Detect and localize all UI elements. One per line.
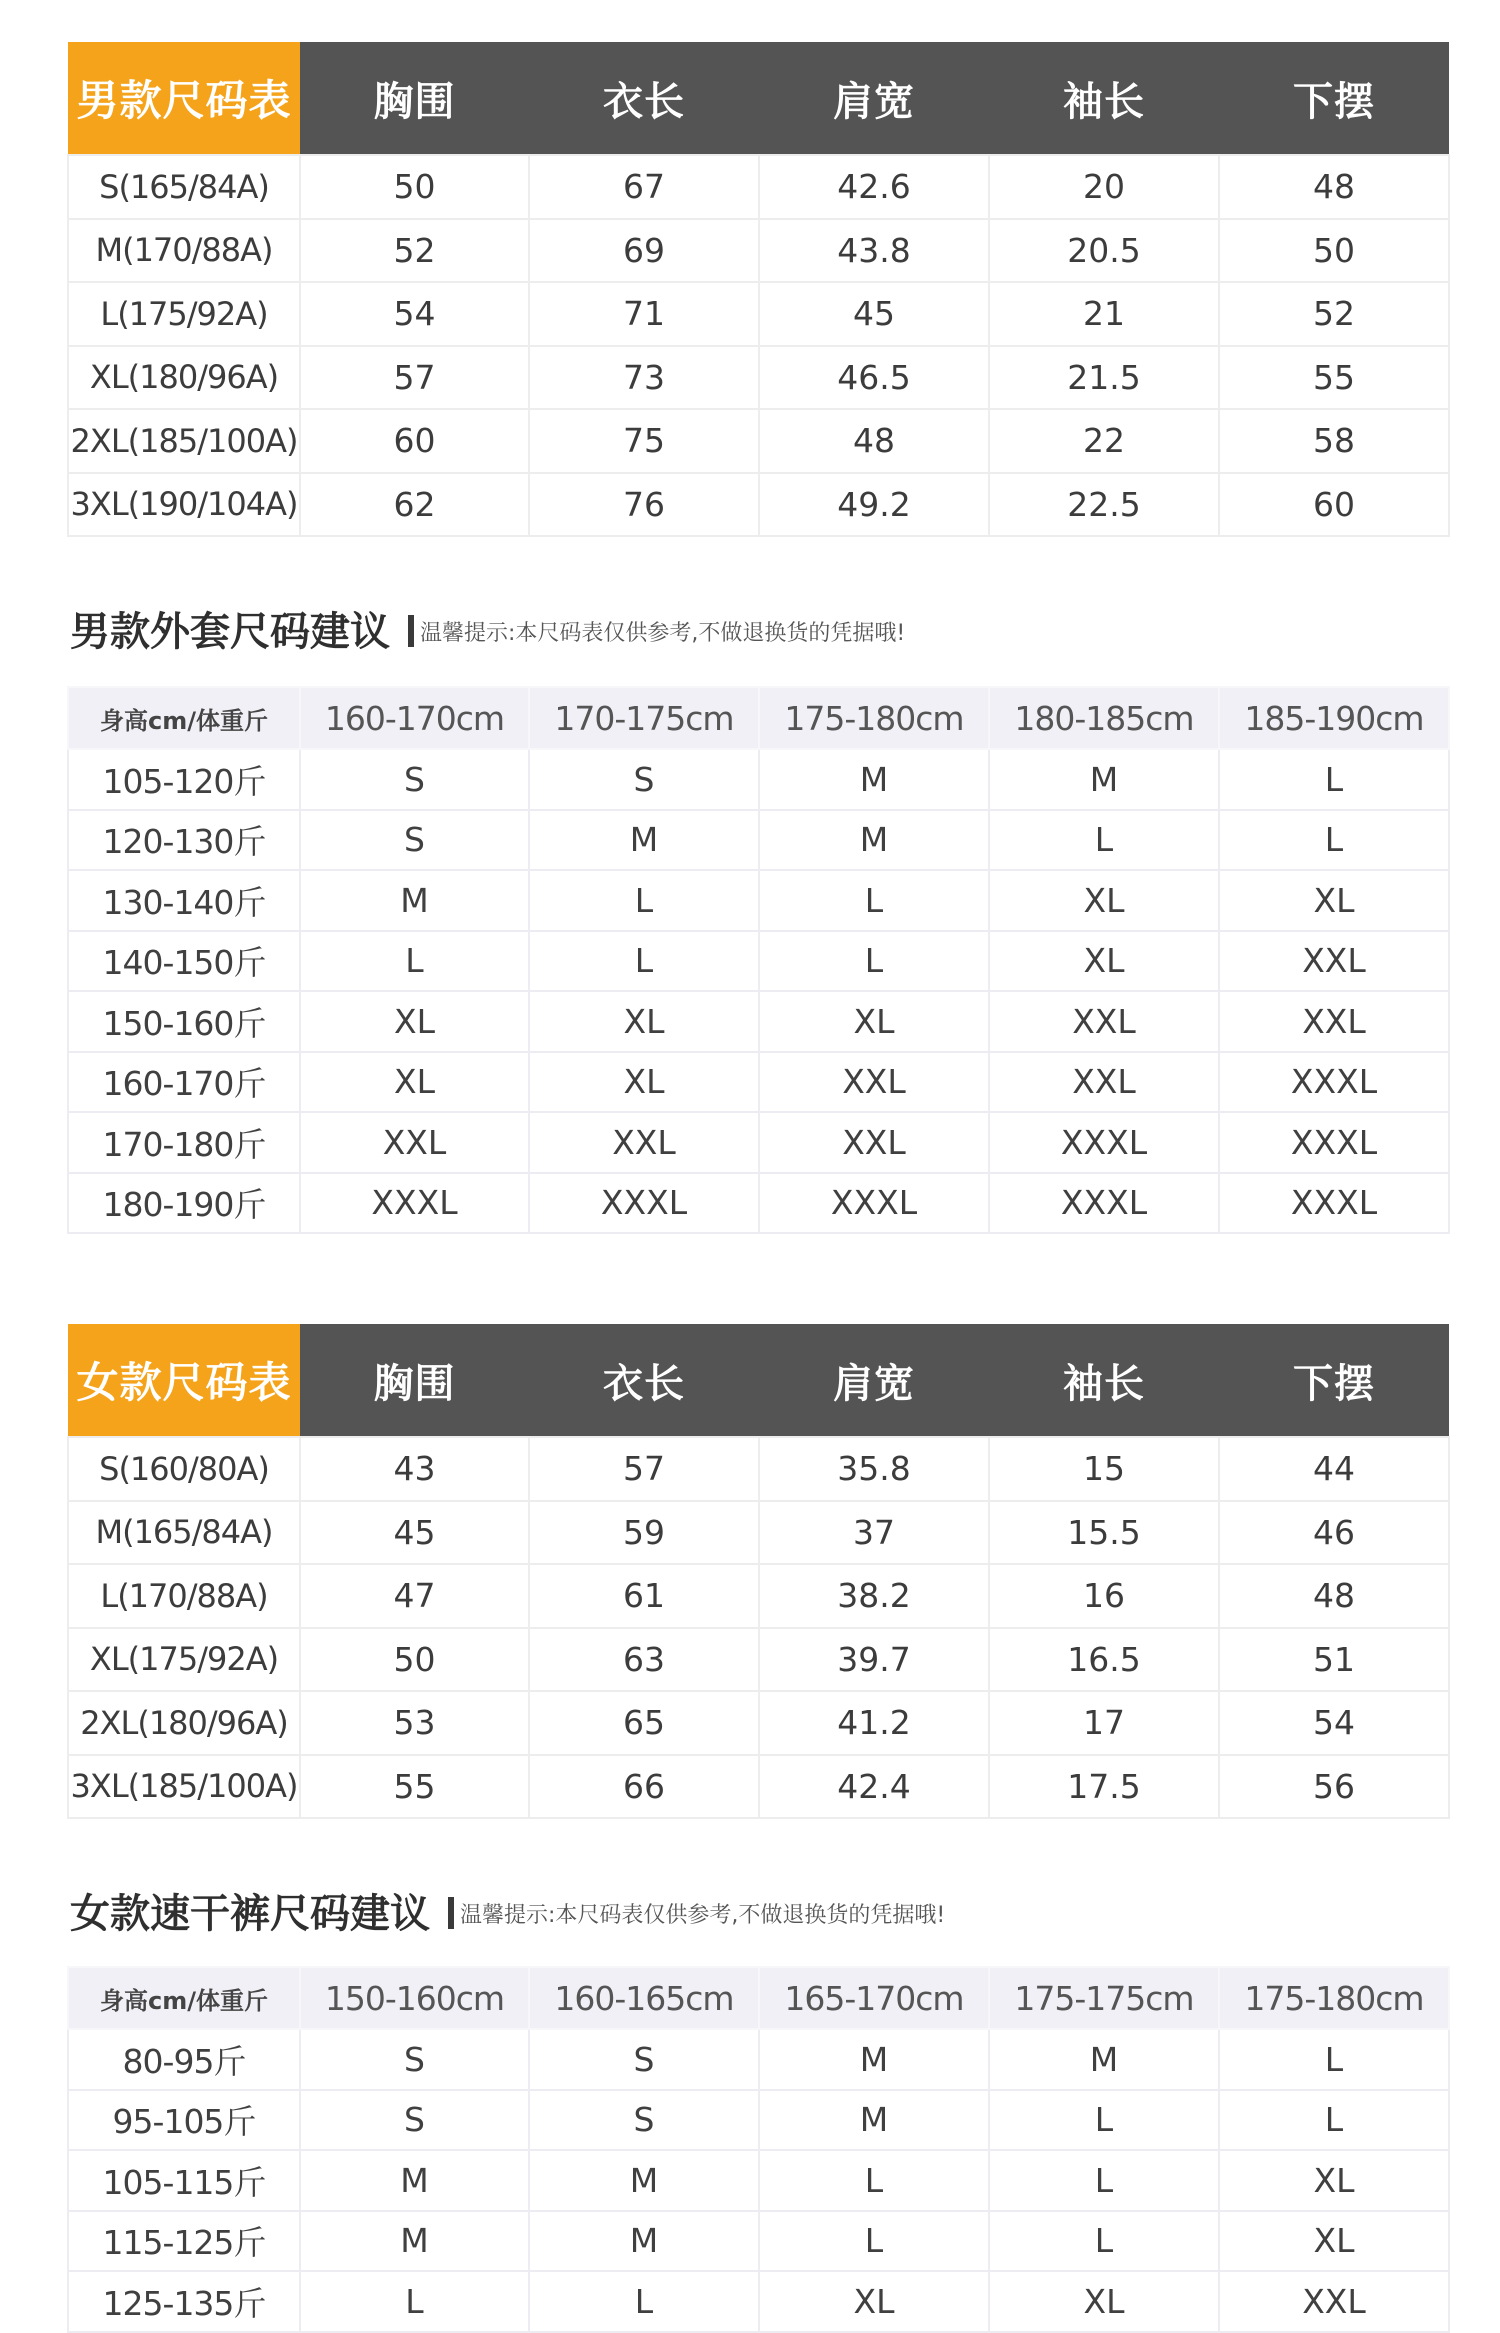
measurement-cell: 22 — [989, 409, 1219, 473]
table-row — [68, 749, 1449, 810]
weight-range-cell: 170-180斤 — [68, 1112, 300, 1173]
measurement-cell: 16 — [989, 1564, 1219, 1628]
recommended-size-cell: M — [759, 2090, 989, 2151]
table-row — [68, 1755, 1449, 1819]
weight-range-cell: 125-135斤 — [68, 2271, 300, 2332]
recommended-size-cell: XL — [529, 1052, 759, 1113]
measurement-cell: 55 — [1219, 346, 1449, 410]
recommended-size-cell: XL — [759, 991, 989, 1052]
measurement-cell: 57 — [529, 1437, 759, 1501]
recommended-size-cell: S — [300, 2029, 529, 2090]
recommended-size-cell: M — [529, 2211, 759, 2272]
measurement-cell: 67 — [529, 155, 759, 219]
measurement-cell: 46.5 — [759, 346, 989, 410]
measurement-cell: 50 — [300, 155, 529, 219]
recommended-size-cell: XXL — [1219, 2271, 1449, 2332]
height-range-header: 165-170cm — [759, 1967, 989, 2029]
size-label-cell: 3XL(190/104A) — [68, 473, 300, 537]
recommended-size-cell: M — [759, 749, 989, 810]
measurement-cell: 60 — [1219, 473, 1449, 537]
measurement-cell: 15.5 — [989, 1501, 1219, 1565]
recommended-size-cell: M — [989, 2029, 1219, 2090]
height-range-header: 160-165cm — [529, 1967, 759, 2029]
column-header-shoulder: 肩宽 — [759, 1324, 989, 1437]
women-size-chart-title: 女款尺码表 — [68, 1324, 300, 1437]
men-jacket-section-heading — [70, 600, 905, 657]
measurement-cell: 47 — [300, 1564, 529, 1628]
table-row — [68, 473, 1449, 537]
table-row — [68, 870, 1449, 931]
recommended-size-cell: S — [529, 2029, 759, 2090]
measurement-cell: 56 — [1219, 1755, 1449, 1819]
measurement-cell: 76 — [529, 473, 759, 537]
recommended-size-cell: M — [300, 2150, 529, 2211]
table-row — [68, 931, 1449, 992]
table-row — [68, 282, 1449, 346]
measurement-cell: 53 — [300, 1691, 529, 1755]
table-row — [68, 1437, 1449, 1501]
measurement-cell: 61 — [529, 1564, 759, 1628]
men-size-chart-title: 男款尺码表 — [68, 42, 300, 155]
table-row — [68, 2029, 1449, 2090]
recommended-size-cell: M — [989, 749, 1219, 810]
table-row — [68, 991, 1449, 1052]
measurement-cell: 50 — [300, 1628, 529, 1692]
measurement-cell: 20.5 — [989, 219, 1219, 283]
women-pants-tip: 温馨提示:本尺码表仅供参考,不做退换货的凭据哦! — [460, 1902, 946, 1928]
column-header-chest: 胸围 — [300, 1324, 529, 1437]
measurement-cell: 60 — [300, 409, 529, 473]
height-range-header: 175-180cm — [759, 687, 989, 749]
measurement-cell: 54 — [300, 282, 529, 346]
column-header-hem: 下摆 — [1219, 42, 1449, 155]
recommended-size-cell: L — [759, 2211, 989, 2272]
recommended-size-cell: XXXL — [529, 1173, 759, 1234]
recommended-size-cell: XL — [300, 991, 529, 1052]
recommended-size-cell: XL — [1219, 870, 1449, 931]
recommended-size-cell: XXL — [989, 1052, 1219, 1113]
women-size-header-row — [68, 1324, 1449, 1437]
recommended-size-cell: L — [989, 810, 1219, 871]
size-label-cell: XL(175/92A) — [68, 1628, 300, 1692]
recommended-size-cell: XXXL — [300, 1173, 529, 1234]
height-range-header: 170-175cm — [529, 687, 759, 749]
size-label-cell: XL(180/96A) — [68, 346, 300, 410]
table-row — [68, 219, 1449, 283]
measurement-cell: 17.5 — [989, 1755, 1219, 1819]
recommended-size-cell: S — [529, 2090, 759, 2151]
recommended-size-cell: XXL — [1219, 991, 1449, 1052]
height-range-header: 150-160cm — [300, 1967, 529, 2029]
measurement-cell: 20 — [989, 155, 1219, 219]
table-row — [68, 1564, 1449, 1628]
weight-range-cell: 115-125斤 — [68, 2211, 300, 2272]
measurement-cell: 35.8 — [759, 1437, 989, 1501]
recommended-size-cell: L — [759, 931, 989, 992]
women-pants-section-heading — [70, 1882, 945, 1939]
measurement-cell: 37 — [759, 1501, 989, 1565]
recommended-size-cell: M — [529, 2150, 759, 2211]
height-range-header: 175-175cm — [989, 1967, 1219, 2029]
measurement-cell: 42.6 — [759, 155, 989, 219]
recommended-size-cell: S — [529, 749, 759, 810]
measurement-cell: 17 — [989, 1691, 1219, 1755]
rec-corner-label: 身高cm/体重斤 — [68, 1967, 300, 2029]
recommended-size-cell: L — [300, 2271, 529, 2332]
measurement-cell: 48 — [1219, 155, 1449, 219]
recommended-size-cell: XXL — [300, 1112, 529, 1173]
measurement-cell: 21 — [989, 282, 1219, 346]
recommended-size-cell: S — [300, 810, 529, 871]
measurement-cell: 42.4 — [759, 1755, 989, 1819]
recommended-size-cell: M — [300, 2211, 529, 2272]
column-header-chest: 胸围 — [300, 42, 529, 155]
measurement-cell: 41.2 — [759, 1691, 989, 1755]
recommended-size-cell: XL — [300, 1052, 529, 1113]
height-range-header: 160-170cm — [300, 687, 529, 749]
measurement-cell: 46 — [1219, 1501, 1449, 1565]
table-row — [68, 2211, 1449, 2272]
height-range-header: 180-185cm — [989, 687, 1219, 749]
measurement-cell: 43 — [300, 1437, 529, 1501]
men-jacket-recommendation-table — [67, 686, 1450, 1234]
height-range-header: 185-190cm — [1219, 687, 1449, 749]
weight-range-cell: 160-170斤 — [68, 1052, 300, 1113]
recommended-size-cell: L — [759, 2150, 989, 2211]
table-row — [68, 1052, 1449, 1113]
recommended-size-cell: XL — [989, 931, 1219, 992]
column-header-sleeve: 袖长 — [989, 1324, 1219, 1437]
table-row — [68, 1112, 1449, 1173]
measurement-cell: 73 — [529, 346, 759, 410]
measurement-cell: 16.5 — [989, 1628, 1219, 1692]
table-row — [68, 810, 1449, 871]
measurement-cell: 48 — [1219, 1564, 1449, 1628]
weight-range-cell: 180-190斤 — [68, 1173, 300, 1234]
measurement-cell: 59 — [529, 1501, 759, 1565]
weight-range-cell: 95-105斤 — [68, 2090, 300, 2151]
recommended-size-cell: M — [529, 810, 759, 871]
table-row — [68, 2271, 1449, 2332]
recommended-size-cell: XXL — [529, 1112, 759, 1173]
recommended-size-cell: XL — [989, 2271, 1219, 2332]
women-size-chart-table — [67, 1324, 1450, 1819]
measurement-cell: 58 — [1219, 409, 1449, 473]
measurement-cell: 69 — [529, 219, 759, 283]
size-label-cell: L(170/88A) — [68, 1564, 300, 1628]
recommended-size-cell: XXXL — [759, 1173, 989, 1234]
measurement-cell: 66 — [529, 1755, 759, 1819]
recommended-size-cell: XL — [759, 2271, 989, 2332]
table-row — [68, 155, 1449, 219]
weight-range-cell: 105-120斤 — [68, 749, 300, 810]
table-row — [68, 409, 1449, 473]
measurement-cell: 45 — [759, 282, 989, 346]
recommended-size-cell: XXXL — [989, 1112, 1219, 1173]
recommended-size-cell: XXXL — [1219, 1112, 1449, 1173]
measurement-cell: 65 — [529, 1691, 759, 1755]
weight-range-cell: 150-160斤 — [68, 991, 300, 1052]
weight-range-cell: 130-140斤 — [68, 870, 300, 931]
measurement-cell: 39.7 — [759, 1628, 989, 1692]
heading-divider-bar — [408, 615, 414, 647]
recommended-size-cell: XXL — [759, 1052, 989, 1113]
table-row — [68, 1628, 1449, 1692]
recommended-size-cell: L — [759, 870, 989, 931]
size-label-cell: S(160/80A) — [68, 1437, 300, 1501]
size-label-cell: L(175/92A) — [68, 282, 300, 346]
recommended-size-cell: L — [529, 931, 759, 992]
size-label-cell: 2XL(185/100A) — [68, 409, 300, 473]
recommended-size-cell: L — [989, 2090, 1219, 2151]
measurement-cell: 49.2 — [759, 473, 989, 537]
table-row — [68, 1691, 1449, 1755]
column-header-hem: 下摆 — [1219, 1324, 1449, 1437]
women-pants-recommendation-table — [67, 1966, 1450, 2333]
table-row — [68, 1501, 1449, 1565]
height-range-header: 175-180cm — [1219, 1967, 1449, 2029]
size-label-cell: 3XL(185/100A) — [68, 1755, 300, 1819]
measurement-cell: 55 — [300, 1755, 529, 1819]
recommended-size-cell: S — [300, 2090, 529, 2151]
measurement-cell: 15 — [989, 1437, 1219, 1501]
column-header-sleeve: 袖长 — [989, 42, 1219, 155]
men-jacket-tip: 温馨提示:本尺码表仅供参考,不做退换货的凭据哦! — [420, 620, 906, 646]
table-row — [68, 1173, 1449, 1234]
column-header-length: 衣长 — [529, 1324, 759, 1437]
column-header-length: 衣长 — [529, 42, 759, 155]
measurement-cell: 62 — [300, 473, 529, 537]
recommended-size-cell: XXL — [1219, 931, 1449, 992]
table-row — [68, 346, 1449, 410]
measurement-cell: 52 — [300, 219, 529, 283]
measurement-cell: 44 — [1219, 1437, 1449, 1501]
weight-range-cell: 105-115斤 — [68, 2150, 300, 2211]
recommended-size-cell: M — [759, 2029, 989, 2090]
measurement-cell: 48 — [759, 409, 989, 473]
size-label-cell: M(170/88A) — [68, 219, 300, 283]
recommended-size-cell: L — [989, 2211, 1219, 2272]
column-header-shoulder: 肩宽 — [759, 42, 989, 155]
recommended-size-cell: L — [1219, 810, 1449, 871]
women-pants-heading-text: 女款速干裤尺码建议 — [70, 1891, 430, 1937]
measurement-cell: 75 — [529, 409, 759, 473]
recommended-size-cell: L — [1219, 2090, 1449, 2151]
recommended-size-cell: S — [300, 749, 529, 810]
size-label-cell: M(165/84A) — [68, 1501, 300, 1565]
measurement-cell: 63 — [529, 1628, 759, 1692]
men-rec-header-row — [68, 687, 1449, 749]
recommended-size-cell: XXXL — [989, 1173, 1219, 1234]
men-size-header-row — [68, 42, 1449, 155]
measurement-cell: 38.2 — [759, 1564, 989, 1628]
recommended-size-cell: XL — [1219, 2211, 1449, 2272]
men-jacket-heading-text: 男款外套尺码建议 — [70, 609, 390, 655]
recommended-size-cell: XXXL — [1219, 1052, 1449, 1113]
recommended-size-cell: M — [759, 810, 989, 871]
measurement-cell: 57 — [300, 346, 529, 410]
weight-range-cell: 140-150斤 — [68, 931, 300, 992]
recommended-size-cell: XXXL — [1219, 1173, 1449, 1234]
table-row — [68, 2090, 1449, 2151]
size-label-cell: 2XL(180/96A) — [68, 1691, 300, 1755]
men-size-chart-table — [67, 42, 1450, 537]
recommended-size-cell: L — [1219, 749, 1449, 810]
women-rec-header-row — [68, 1967, 1449, 2029]
heading-divider-bar — [448, 1897, 454, 1929]
measurement-cell: 54 — [1219, 1691, 1449, 1755]
weight-range-cell: 80-95斤 — [68, 2029, 300, 2090]
measurement-cell: 43.8 — [759, 219, 989, 283]
recommended-size-cell: XL — [1219, 2150, 1449, 2211]
measurement-cell: 50 — [1219, 219, 1449, 283]
recommended-size-cell: M — [300, 870, 529, 931]
measurement-cell: 45 — [300, 1501, 529, 1565]
recommended-size-cell: L — [989, 2150, 1219, 2211]
recommended-size-cell: XXL — [989, 991, 1219, 1052]
recommended-size-cell: L — [529, 2271, 759, 2332]
measurement-cell: 51 — [1219, 1628, 1449, 1692]
rec-corner-label: 身高cm/体重斤 — [68, 687, 300, 749]
measurement-cell: 52 — [1219, 282, 1449, 346]
size-label-cell: S(165/84A) — [68, 155, 300, 219]
measurement-cell: 21.5 — [989, 346, 1219, 410]
recommended-size-cell: XL — [989, 870, 1219, 931]
recommended-size-cell: L — [1219, 2029, 1449, 2090]
weight-range-cell: 120-130斤 — [68, 810, 300, 871]
recommended-size-cell: XL — [529, 991, 759, 1052]
recommended-size-cell: XXL — [759, 1112, 989, 1173]
recommended-size-cell: L — [529, 870, 759, 931]
measurement-cell: 71 — [529, 282, 759, 346]
measurement-cell: 22.5 — [989, 473, 1219, 537]
table-row — [68, 2150, 1449, 2211]
recommended-size-cell: L — [300, 931, 529, 992]
